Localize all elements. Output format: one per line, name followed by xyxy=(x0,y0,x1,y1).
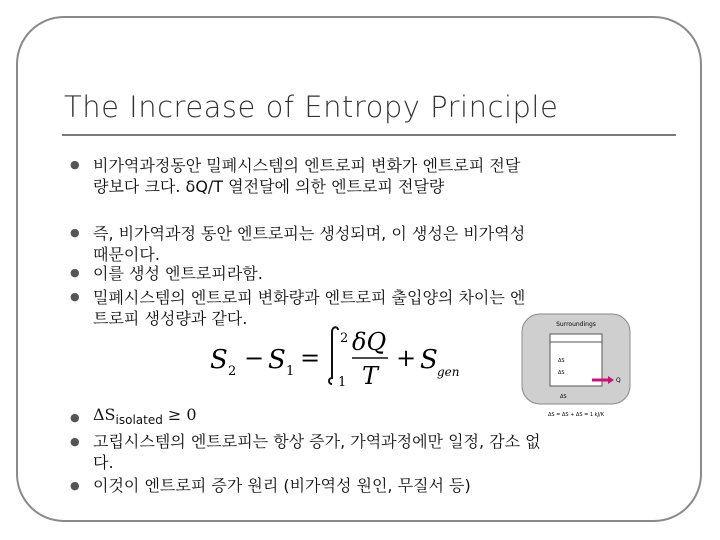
heat-label: Q xyxy=(616,377,621,384)
eq-s1: S xyxy=(268,345,286,375)
delta-s-symbol: ΔS xyxy=(93,405,116,424)
bullet-4-line-2: 트로피 생성량과 같다. xyxy=(93,309,248,328)
bullet-1-line-1: 비가역과정동안 밀폐시스템의 엔트로피 변화가 엔트로피 전달 xyxy=(93,156,521,175)
eq-sgen-sub: gen xyxy=(437,365,460,379)
eq-s1-sub: 1 xyxy=(286,364,295,379)
bullet-6-line-1: 고립시스템의 엔트로피는 항상 증가, 가역과정에만 일정, 감소 없 xyxy=(93,432,541,451)
bullet-6-line-2: 다. xyxy=(93,453,114,472)
slide-title: The Increase of Entropy Principle xyxy=(64,90,559,124)
eq-minus: − xyxy=(244,344,265,372)
bullet-marker: ● xyxy=(70,158,80,171)
bullet-marker: ● xyxy=(70,290,80,303)
title-underline xyxy=(62,134,676,136)
bullet-4-line-1: 밀폐시스템의 엔트로피 변화량과 엔트로피 출입양의 차이는 엔 xyxy=(93,288,526,307)
bullet-5-line-1 xyxy=(93,405,197,427)
eq-int-upper: 2 xyxy=(340,331,349,346)
bullet-marker: ● xyxy=(70,479,80,492)
eq-plus: + xyxy=(396,344,417,372)
integral-sign xyxy=(329,327,338,384)
eq-s2: S xyxy=(210,345,228,375)
surroundings-label: Surroundings xyxy=(556,321,596,328)
bullet-1-line-2: 량보다 크다. δQ/T 열전달에 의한 엔트로피 전달량 xyxy=(93,177,445,196)
bullet-marker: ● xyxy=(70,435,80,448)
eq-denominator: T xyxy=(362,362,379,390)
eq-s2-sub: 2 xyxy=(228,364,237,379)
eq-int-lower: 1 xyxy=(338,375,347,390)
eq-sgen: S xyxy=(420,345,438,375)
system-label-2: ΔS xyxy=(558,370,565,376)
system-label-1: ΔS xyxy=(558,358,565,364)
bullet-marker: ● xyxy=(70,411,80,424)
bullet-2-line-1: 즉, 비가역과정 동안 엔트로피는 생성되며, 이 생성은 비가역성 xyxy=(93,224,526,243)
isolated-subscript: isolated xyxy=(115,413,163,428)
bullet-3-line-1: 이를 생성 엔트로피라함. xyxy=(93,264,263,283)
eq-equals: = xyxy=(300,344,321,372)
figure-caption: ΔS = ΔS + ΔS = 1 kJ/K xyxy=(548,412,604,418)
system-label-3: ΔS xyxy=(560,394,567,400)
isolated-system-figure xyxy=(520,312,632,422)
bullet-7-line-1: 이것이 엔트로피 증가 원리 (비가역성 원인, 무질서 등) xyxy=(93,476,471,495)
bullet-2-line-2: 때문이다. xyxy=(93,245,160,264)
bullet-marker: ● xyxy=(70,266,80,279)
eq-numerator: δQ xyxy=(352,328,387,356)
inequality: ≥ 0 xyxy=(162,405,197,424)
bullet-marker: ● xyxy=(70,226,80,239)
entropy-balance-equation xyxy=(208,322,468,392)
